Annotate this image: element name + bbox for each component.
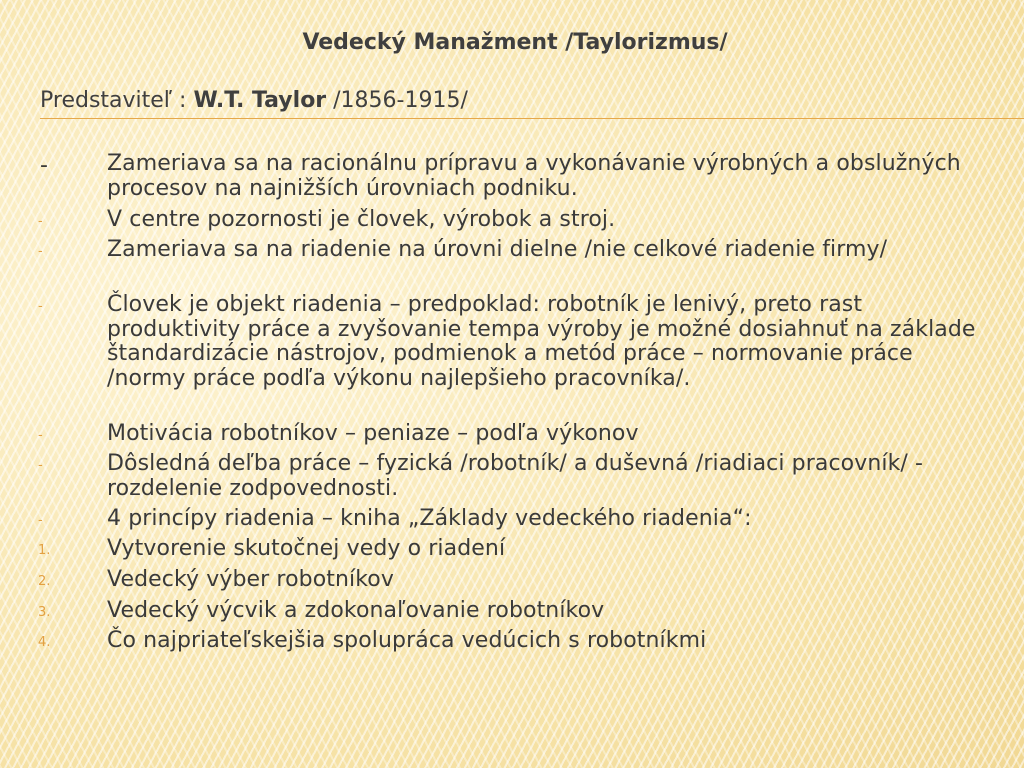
bullet-marker: - (38, 299, 43, 314)
bullet-text: Motivácia robotníkov – peniaze – podľa výkonov (107, 421, 639, 446)
presenter-label: Predstaviteľ : (40, 88, 194, 113)
slide-title: Vedecký Manažment /Taylorizmus/ (302, 30, 728, 55)
bullet-text: V centre pozornosti je človek, výrobok a stroj. (107, 207, 616, 232)
bullet-text: 4 princípy riadenia – kniha „Základy vedeckého riadenia“: (107, 506, 752, 531)
bullet-text: Vedecký výber robotníkov (107, 567, 394, 592)
bullet-text: Vytvorenie skutočnej vedy o riadení (107, 536, 506, 561)
bullet-marker: - (40, 153, 48, 178)
bullet-text: Zameriava sa na racionálnu prípravu a vykonávanie výrobných a obslužných procesov na najnižších úrovniach podniku. (107, 151, 961, 201)
bullet-text: Čo najpriateľskejšia spolupráca vedúcich s robotníkmi (107, 628, 707, 653)
bullet-marker: - (38, 513, 43, 528)
bullet-marker: - (38, 214, 43, 229)
bullet-marker: 4. (38, 635, 51, 650)
presenter-line (40, 88, 468, 113)
presenter-name: W.T. Taylor (193, 88, 327, 113)
bullet-marker: - (38, 244, 43, 259)
bullet-text: Človek je objekt riadenia – predpoklad: robotník je lenivý, preto rast produktivity práce a zvyšovanie tempa výroby je možné dosiahnuť na základe štandardizácie nástrojov, podmienok a metód práce – normovanie práce /normy práce podľa výkonu najlepšieho pracovníka/. (107, 292, 976, 391)
bullet-marker: - (38, 458, 43, 473)
bullet-text: Vedecký výcvik a zdokonaľovanie robotníkov (107, 598, 605, 623)
title-divider (40, 118, 1024, 119)
presenter-years: /1856-1915/ (326, 88, 468, 113)
bullet-marker: 2. (38, 574, 51, 589)
bullet-text: Dôsledná deľba práce – fyzická /robotník/ a duševná /riadiaci pracovník/ - rozdelenie zodpovednosti. (107, 451, 924, 501)
bullet-marker: - (38, 428, 43, 443)
bullet-marker: 3. (38, 605, 51, 620)
bullet-text: Zameriava sa na riadenie na úrovni dielne /nie celkové riadenie firmy/ (107, 237, 888, 262)
bullet-marker: 1. (38, 543, 51, 558)
